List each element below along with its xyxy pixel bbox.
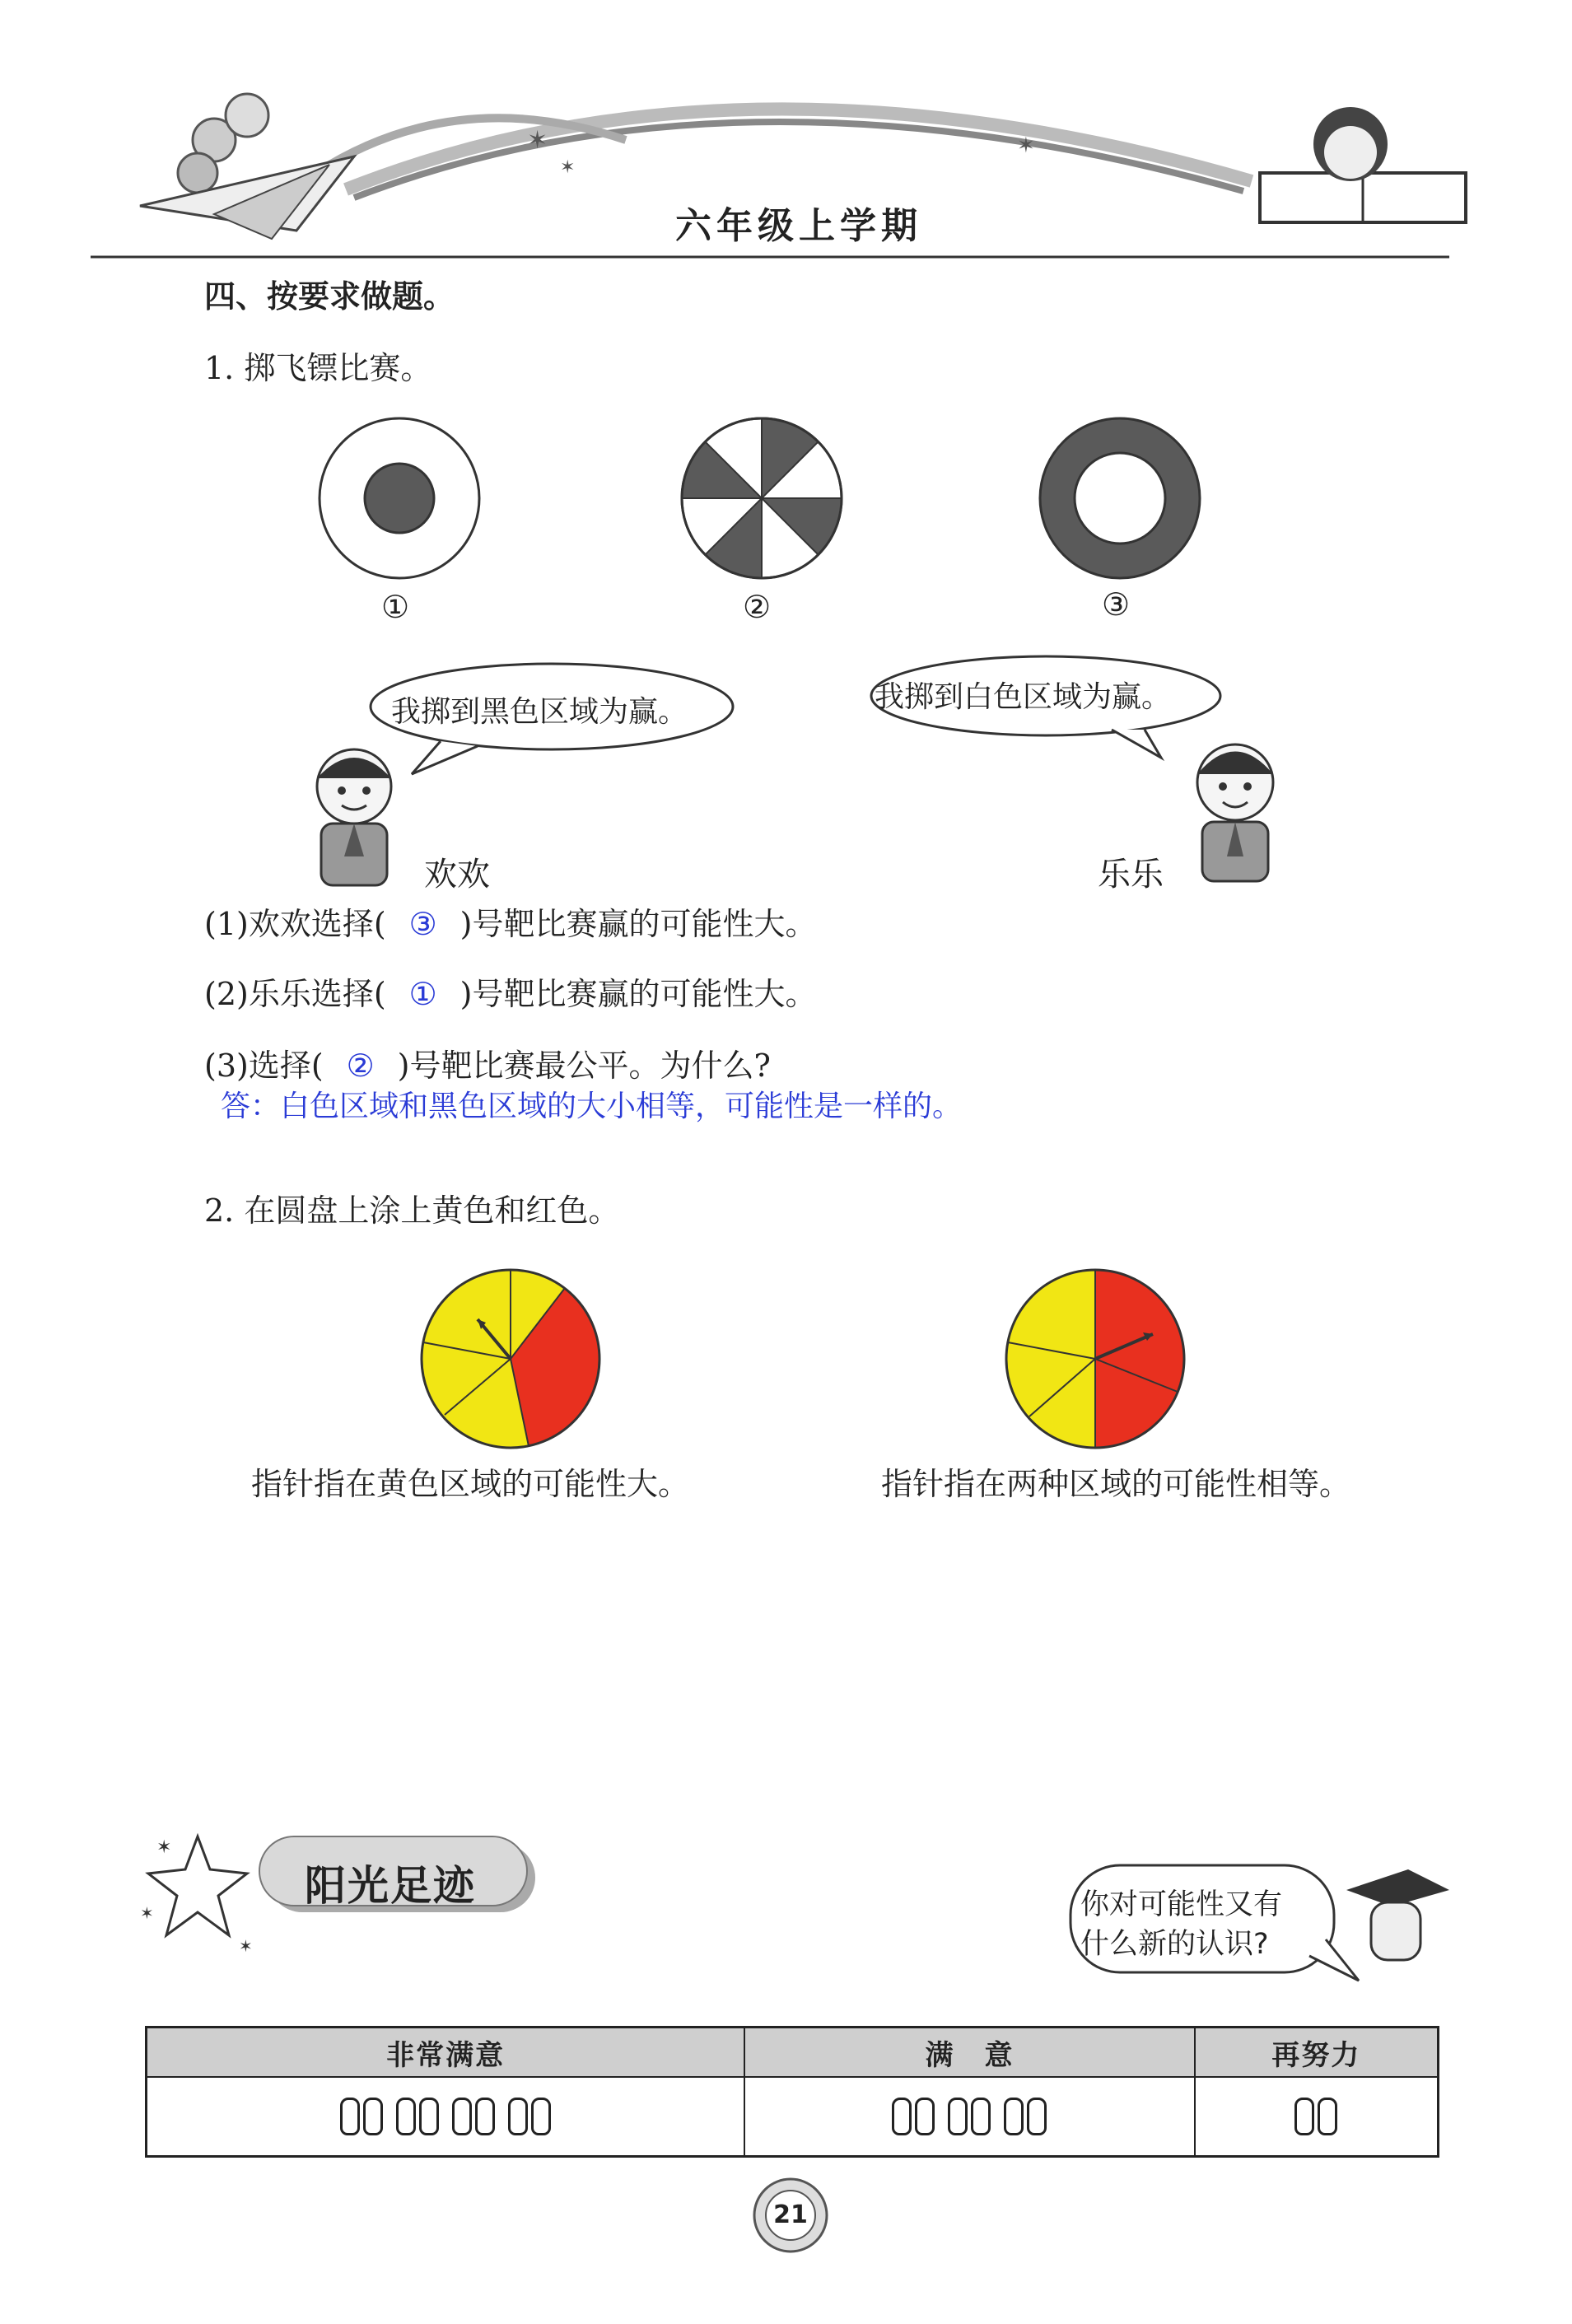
svg-text:✶: ✶ [140, 1903, 154, 1923]
answer-reason: 答：白色区域和黑色区域的大小相等，可能性是一样的。 [221, 1090, 963, 1123]
target-label-1: ① [381, 589, 410, 625]
answer-1: ③ [408, 906, 437, 942]
footprint-pair-icon [506, 2098, 553, 2135]
sub-question-2: (2)乐乐选择( ① )号靶比赛赢的可能性大。 [204, 976, 817, 1012]
section-heading: 四、按要求做题。 [204, 278, 455, 315]
target-1 [320, 418, 479, 578]
target-2 [682, 418, 842, 578]
caption-right: 指针指在两种区域的可能性相等。 [881, 1466, 1351, 1502]
footprint-icon [531, 2098, 551, 2135]
svg-text:✶: ✶ [239, 1936, 253, 1956]
footprint-pair-icon [946, 2098, 992, 2135]
q1-title: 1. 掷飞镖比赛。 [204, 350, 432, 386]
q2-title: 2. 在圆盘上涂上黄色和红色。 [204, 1192, 620, 1229]
graduation-cap-icon [1346, 1869, 1449, 1906]
thought-line-1: 你对可能性又有 [1080, 1888, 1283, 1921]
spinner-left [412, 1260, 609, 1458]
feedback-table [145, 2026, 1439, 2158]
footprint-pair-icon [338, 2098, 385, 2135]
footprint-pair-icon [1293, 2098, 1339, 2135]
target-label-2: ② [743, 589, 772, 625]
student-icon [1371, 1902, 1420, 1960]
footprint-pair-icon [1002, 2098, 1048, 2135]
header-very-satisfied: 非常满意 [147, 2028, 745, 2078]
answer-2: ① [408, 976, 437, 1012]
footprint-icon [340, 2098, 360, 2135]
header-title: 六年级上学期 [675, 205, 922, 247]
footprint-icon [508, 2098, 528, 2135]
answer-3: ② [346, 1048, 375, 1084]
footprint-icon [892, 2098, 912, 2135]
page-number: 21 [773, 2200, 808, 2229]
feet-cell-try-harder[interactable] [1195, 2077, 1439, 2157]
footprint-icon [419, 2098, 439, 2135]
feet-cell-satisfied[interactable] [744, 2077, 1195, 2157]
footprint-icon [1004, 2098, 1024, 2135]
boy-lele-icon [1169, 733, 1293, 885]
name-huanhuan: 欢欢 [424, 856, 490, 894]
svg-text:✶: ✶ [527, 126, 548, 155]
bubble-right-text: 我掷到白色区域为赢。 [875, 680, 1172, 714]
heart-balloon-icon [178, 153, 217, 193]
footprint-icon [1027, 2098, 1047, 2135]
target-3 [1040, 418, 1200, 578]
header-satisfied: 满 意 [744, 2028, 1195, 2078]
name-lele: 乐乐 [1098, 856, 1164, 894]
boy-huanhuan-icon [296, 741, 420, 889]
sub-question-3: (3)选择( ② )号靶比赛最公平。为什么? [204, 1048, 771, 1084]
footer-badge-title: 阳光足迹 [305, 1862, 476, 1910]
footprint-icon [452, 2098, 472, 2135]
footprint-icon [948, 2098, 968, 2135]
footprint-pair-icon [450, 2098, 497, 2135]
heart-balloon-icon [226, 94, 268, 137]
svg-text:✶: ✶ [156, 1837, 172, 1858]
feet-cell-very-satisfied[interactable] [147, 2077, 745, 2157]
dart-targets [296, 404, 1252, 593]
header-try-harder: 再努力 [1195, 2028, 1439, 2078]
target-label-3: ③ [1102, 586, 1131, 623]
footprint-icon [1294, 2098, 1314, 2135]
footprint-pair-icon [394, 2098, 441, 2135]
bubble-left-text: 我掷到黑色区域为赢。 [391, 695, 688, 729]
footprint-icon [396, 2098, 416, 2135]
spinner-right [996, 1260, 1194, 1458]
sub-question-1: (1)欢欢选择( ③ )号靶比赛赢的可能性大。 [204, 906, 817, 942]
caption-left: 指针指在黄色区域的可能性大。 [251, 1466, 690, 1502]
footprint-icon [971, 2098, 991, 2135]
footprint-icon [1318, 2098, 1337, 2135]
footprint-icon [915, 2098, 935, 2135]
footprint-icon [363, 2098, 383, 2135]
svg-text:✶: ✶ [1017, 133, 1035, 158]
thought-line-2: 什么新的认识? [1080, 1928, 1269, 1961]
footprint-pair-icon [890, 2098, 936, 2135]
footprint-icon [475, 2098, 495, 2135]
svg-text:✶: ✶ [560, 157, 576, 178]
